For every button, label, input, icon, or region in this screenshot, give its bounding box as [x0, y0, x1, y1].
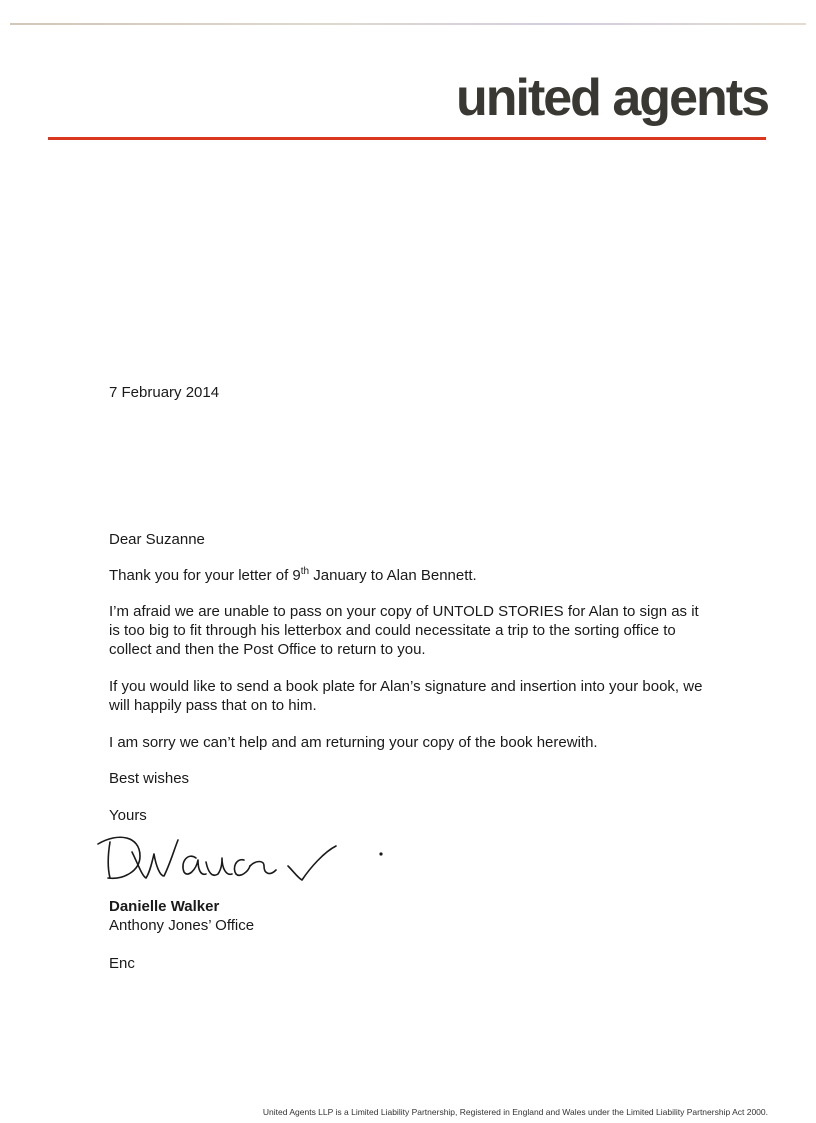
paragraph-untold-stories: I’m afraid we are unable to pass on your copy of UNTOLD STORIES for Alan to sign as it is too big to fit through his letterbox and could necessitate a trip to the sorting office to collect and then the Post Office to return to you. [109, 603, 699, 658]
handwritten-signature [88, 822, 398, 892]
thanks-superscript: th [300, 566, 310, 577]
signer-name: Danielle Walker [109, 898, 220, 915]
footer-legal-text: United Agents LLP is a Limited Liability Partnership, Registered in England and Wales under the Limited Liability Partnership Act 2000. [262, 1107, 768, 1117]
thanks-line [109, 566, 709, 585]
signer-office: Anthony Jones’ Office [109, 917, 255, 934]
enclosure-note: Enc [109, 955, 135, 972]
thanks-before: Thank you for your letter of 9 [109, 567, 301, 584]
closing: Best wishes [109, 770, 190, 787]
letter-date: 7 February 2014 [109, 384, 220, 401]
header-rule [48, 137, 766, 140]
sign-off: Yours [109, 807, 147, 824]
salutation: Dear Suzanne [109, 531, 205, 548]
paragraph-book-plate: If you would like to send a book plate for Alan’s signature and insertion into your book, we will happily pass that on to him. [109, 678, 703, 714]
thanks-after: January to Alan Bennett. [309, 567, 477, 584]
top-edge-line [10, 23, 806, 25]
company-logo: united agents [455, 69, 768, 127]
paragraph-returning: I am sorry we can’t help and am returning your copy of the book herewith. [109, 734, 598, 751]
